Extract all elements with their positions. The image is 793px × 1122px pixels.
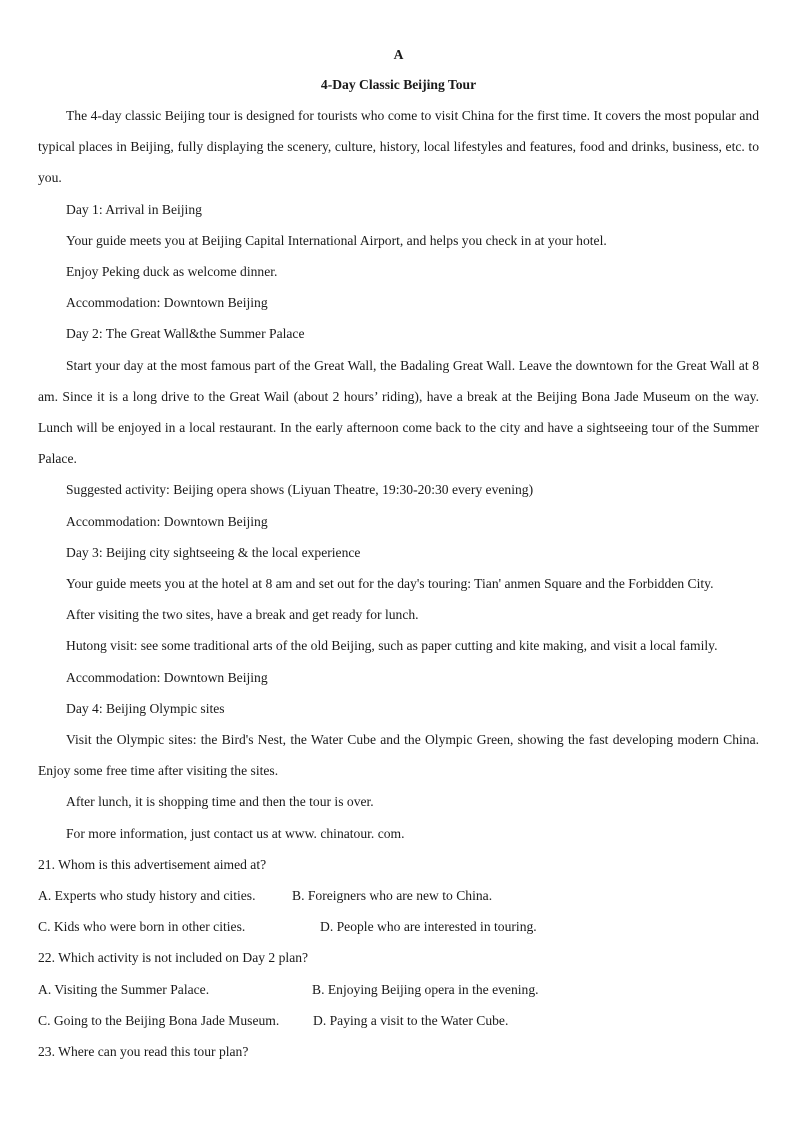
option-b: B. Enjoying Beijing opera in the evening. (312, 981, 539, 997)
day1-line: Accommodation: Downtown Beijing (66, 295, 268, 311)
day3-heading: Day 3: Beijing city sightseeing & the local experience (66, 544, 361, 560)
option-a: A. Experts who study history and cities. (38, 888, 256, 904)
question-stem: 21. Whom is this advertisement aimed at? (38, 856, 267, 872)
day4-heading: Day 4: Beijing Olympic sites (66, 700, 225, 716)
document-page (38, 40, 759, 1067)
day4-body: Visit the Olympic sites: the Bird's Nest, the Water Cube and the Olympic Green, showing the fast developing modern China. Enjoy some free time after visiting the sites. (38, 732, 759, 779)
question-stem: 22. Which activity is not included on Day 2 plan? (38, 950, 309, 966)
option-row (38, 880, 759, 911)
day1-heading: Day 1: Arrival in Beijing (66, 201, 202, 217)
option-c: C. Kids who were born in other cities. (38, 919, 246, 935)
day4-line: For more information, just contact us at www. chinatour. com. (66, 825, 405, 841)
day3-line: Your guide meets you at the hotel at 8 am and set out for the day's touring: Tian' anmen Square and the Forbidden City. (66, 576, 714, 592)
option-row (38, 911, 759, 942)
day3-line: Accommodation: Downtown Beijing (66, 669, 268, 685)
day1-line: Your guide meets you at Beijing Capital International Airport, and helps you check in at your hotel. (66, 232, 607, 248)
day4-line: After lunch, it is shopping time and then the tour is over. (66, 794, 374, 810)
day3-line: Hutong visit: see some traditional arts of the old Beijing, such as paper cutting and kite making, and visit a local family. (66, 638, 718, 654)
option-b: B. Foreigners who are new to China. (292, 888, 493, 904)
option-a: A. Visiting the Summer Palace. (38, 981, 210, 997)
day1-line: Enjoy Peking duck as welcome dinner. (66, 264, 278, 280)
passage-title: 4-Day Classic Beijing Tour (320, 77, 477, 92)
day2-heading: Day 2: The Great Wall&the Summer Palace (66, 326, 305, 342)
option-c: C. Going to the Beijing Bona Jade Museum. (38, 1012, 280, 1028)
day2-line: Suggested activity: Beijing opera shows (Liyuan Theatre, 19:30-20:30 every evening) (66, 482, 534, 498)
option-d: D. People who are interested in touring. (320, 919, 537, 935)
option-d: D. Paying a visit to the Water Cube. (313, 1012, 509, 1028)
day2-line: Accommodation: Downtown Beijing (66, 513, 268, 529)
day3-line: After visiting the two sites, have a break and get ready for lunch. (66, 607, 419, 623)
intro-paragraph: The 4-day classic Beijing tour is designed for tourists who come to visit China for the first time. It covers the most popular and typical places in Beijing, fully displaying the scenery, culture, history, local lifestyles and features, food and drinks, business, etc. to you. (38, 108, 759, 186)
section-label: A (393, 47, 404, 62)
option-row (38, 974, 759, 1005)
question-stem: 23. Where can you read this tour plan? (38, 1044, 249, 1060)
day2-body: Start your day at the most famous part of the Great Wall, the Badaling Great Wall. Leave the downtown for the Great Wall at 8 am. Since it is a long drive to the Great Wail (about 2 hours’ riding), have a break at the Beijing Bona Jade Museum on the way. Lunch will be enjoyed in a local restaurant. In the early afternoon come back to the city and have a sightseeing tour of the Summer Palace. (38, 357, 759, 467)
option-row (38, 1005, 759, 1036)
